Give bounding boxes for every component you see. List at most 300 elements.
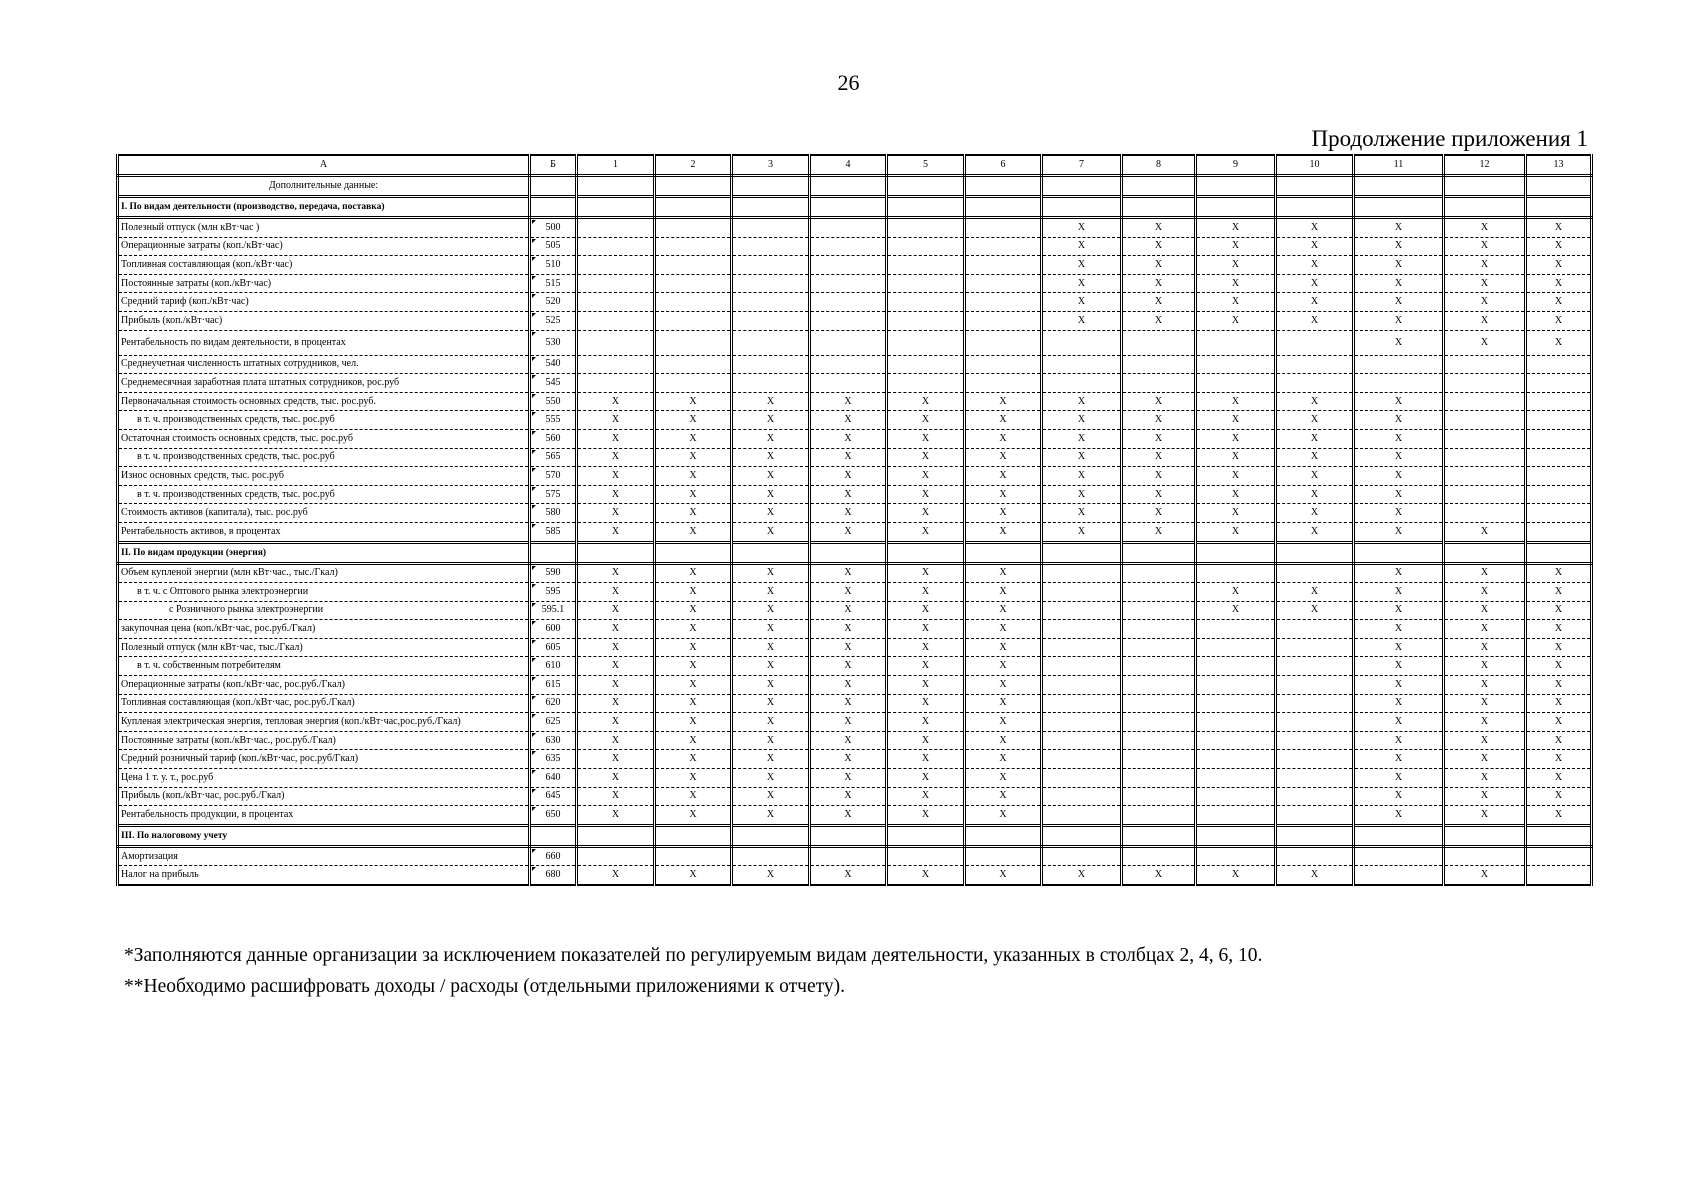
table-cell[interactable] [732,237,810,256]
table-cell[interactable] [1444,504,1526,523]
table-cell[interactable] [732,311,810,330]
table-cell[interactable]: X [1526,620,1592,639]
table-cell[interactable] [1444,825,1526,846]
table-cell[interactable]: X [732,583,810,602]
table-cell[interactable]: X [732,563,810,583]
table-cell[interactable]: X [887,448,965,467]
table-cell[interactable]: X [965,563,1042,583]
table-cell[interactable] [1122,846,1196,866]
table-cell[interactable]: X [655,411,732,430]
table-cell[interactable]: X [655,601,732,620]
table-cell[interactable]: X [1354,256,1444,275]
table-cell[interactable] [810,825,887,846]
table-cell[interactable]: X [887,563,965,583]
table-cell[interactable] [577,374,655,393]
table-cell[interactable] [1526,866,1592,885]
table-cell[interactable]: X [1354,694,1444,713]
table-cell[interactable] [1042,846,1122,866]
table-cell[interactable]: X [1042,448,1122,467]
table-cell[interactable]: X [1042,256,1122,275]
table-cell[interactable] [1276,374,1354,393]
table-cell[interactable]: X [965,429,1042,448]
table-cell[interactable] [1196,825,1276,846]
table-cell[interactable]: X [655,769,732,788]
table-cell[interactable]: X [1354,806,1444,826]
table-cell[interactable] [887,311,965,330]
table-cell[interactable]: X [1276,411,1354,430]
table-cell[interactable] [887,374,965,393]
table-cell[interactable]: X [577,411,655,430]
table-cell[interactable] [1276,638,1354,657]
table-cell[interactable] [1122,694,1196,713]
table-cell[interactable]: X [1276,218,1354,238]
table-cell[interactable]: X [965,750,1042,769]
table-cell[interactable] [1526,176,1592,197]
table-cell[interactable]: X [1444,620,1526,639]
table-cell[interactable] [887,256,965,275]
table-cell[interactable]: X [1196,866,1276,885]
table-cell[interactable] [1444,355,1526,374]
table-cell[interactable]: X [1354,787,1444,806]
table-cell[interactable]: X [1196,448,1276,467]
table-cell[interactable]: X [887,485,965,504]
table-cell[interactable]: X [1526,694,1592,713]
table-cell[interactable]: X [1196,237,1276,256]
table-cell[interactable] [732,355,810,374]
table-cell[interactable] [1196,542,1276,563]
table-cell[interactable] [1042,601,1122,620]
table-cell[interactable]: X [1276,256,1354,275]
table-cell[interactable] [1196,563,1276,583]
table-cell[interactable] [732,218,810,238]
table-cell[interactable] [810,176,887,197]
table-cell[interactable] [810,374,887,393]
table-cell[interactable]: X [810,467,887,486]
table-cell[interactable]: X [1276,601,1354,620]
table-cell[interactable] [1444,411,1526,430]
table-cell[interactable] [1444,542,1526,563]
table-cell[interactable]: X [1196,311,1276,330]
table-cell[interactable] [655,825,732,846]
table-cell[interactable]: X [732,504,810,523]
table-cell[interactable]: X [1042,522,1122,542]
table-cell[interactable]: X [1444,311,1526,330]
table-cell[interactable]: X [655,731,732,750]
table-cell[interactable] [577,825,655,846]
table-cell[interactable]: X [1354,620,1444,639]
table-cell[interactable]: X [732,638,810,657]
table-cell[interactable]: X [1526,256,1592,275]
table-cell[interactable] [965,846,1042,866]
table-cell[interactable]: X [1276,504,1354,523]
table-cell[interactable] [655,256,732,275]
table-cell[interactable] [1276,694,1354,713]
table-cell[interactable] [1196,713,1276,732]
table-cell[interactable]: X [655,448,732,467]
table-cell[interactable]: X [1526,583,1592,602]
table-cell[interactable]: X [732,866,810,885]
table-cell[interactable] [1354,846,1444,866]
table-cell[interactable]: X [1444,769,1526,788]
table-cell[interactable] [732,846,810,866]
table-cell[interactable]: X [1444,218,1526,238]
table-cell[interactable] [1196,197,1276,218]
table-cell[interactable] [810,237,887,256]
table-cell[interactable] [965,274,1042,293]
table-cell[interactable] [1042,713,1122,732]
table-cell[interactable]: X [1122,522,1196,542]
table-cell[interactable] [732,374,810,393]
table-cell[interactable] [1276,657,1354,676]
table-cell[interactable] [965,197,1042,218]
table-cell[interactable] [1122,374,1196,393]
table-cell[interactable]: X [810,713,887,732]
table-cell[interactable] [655,176,732,197]
table-cell[interactable] [887,176,965,197]
table-cell[interactable] [1122,769,1196,788]
table-cell[interactable]: X [1042,504,1122,523]
table-cell[interactable]: X [1444,583,1526,602]
table-cell[interactable]: X [810,392,887,411]
table-cell[interactable] [655,218,732,238]
table-cell[interactable]: X [810,448,887,467]
table-cell[interactable]: X [655,583,732,602]
table-cell[interactable] [1122,176,1196,197]
table-cell[interactable]: X [1122,392,1196,411]
table-cell[interactable] [1444,197,1526,218]
table-cell[interactable] [1444,176,1526,197]
table-cell[interactable]: X [965,713,1042,732]
table-cell[interactable] [1196,676,1276,695]
table-cell[interactable]: X [577,620,655,639]
table-cell[interactable]: X [1276,237,1354,256]
table-cell[interactable] [732,176,810,197]
table-cell[interactable]: X [1354,411,1444,430]
table-cell[interactable]: X [732,769,810,788]
table-cell[interactable]: X [655,806,732,826]
table-cell[interactable]: X [1444,563,1526,583]
table-cell[interactable] [577,293,655,312]
table-cell[interactable]: X [810,563,887,583]
table-cell[interactable] [655,355,732,374]
table-cell[interactable]: X [1526,563,1592,583]
table-cell[interactable] [1354,176,1444,197]
table-cell[interactable] [1042,657,1122,676]
table-cell[interactable] [1042,197,1122,218]
table-cell[interactable]: X [887,429,965,448]
table-cell[interactable]: X [577,713,655,732]
table-cell[interactable] [1526,542,1592,563]
table-cell[interactable]: X [1196,218,1276,238]
table-cell[interactable]: X [1276,392,1354,411]
table-cell[interactable]: X [887,392,965,411]
table-cell[interactable]: X [1122,485,1196,504]
table-cell[interactable]: X [1526,806,1592,826]
table-cell[interactable]: X [1122,293,1196,312]
table-cell[interactable]: X [655,713,732,732]
table-cell[interactable]: X [1444,713,1526,732]
table-cell[interactable] [1276,176,1354,197]
table-cell[interactable]: X [577,787,655,806]
table-cell[interactable] [887,237,965,256]
table-cell[interactable]: X [655,485,732,504]
table-cell[interactable]: X [655,504,732,523]
table-cell[interactable]: X [732,787,810,806]
table-cell[interactable]: X [887,713,965,732]
table-cell[interactable]: X [965,448,1042,467]
table-cell[interactable] [1122,620,1196,639]
table-cell[interactable]: X [1196,429,1276,448]
table-cell[interactable] [1042,374,1122,393]
table-cell[interactable] [965,542,1042,563]
table-cell[interactable]: X [1444,330,1526,355]
table-cell[interactable]: X [1276,274,1354,293]
table-cell[interactable] [1042,731,1122,750]
table-cell[interactable] [655,237,732,256]
table-cell[interactable]: X [1354,504,1444,523]
table-cell[interactable]: X [810,769,887,788]
table-cell[interactable]: X [1354,293,1444,312]
table-cell[interactable] [810,293,887,312]
table-cell[interactable]: X [577,638,655,657]
table-cell[interactable] [887,355,965,374]
table-cell[interactable] [577,237,655,256]
table-cell[interactable]: X [655,694,732,713]
table-cell[interactable] [1276,676,1354,695]
table-cell[interactable]: X [810,694,887,713]
table-cell[interactable]: X [1526,657,1592,676]
table-cell[interactable] [1122,731,1196,750]
table-cell[interactable]: X [577,448,655,467]
table-cell[interactable]: X [1444,806,1526,826]
table-cell[interactable] [810,274,887,293]
table-cell[interactable]: X [1526,293,1592,312]
table-cell[interactable]: X [1526,638,1592,657]
table-cell[interactable] [887,846,965,866]
table-cell[interactable]: X [1526,769,1592,788]
table-cell[interactable]: X [965,467,1042,486]
table-cell[interactable]: X [1122,411,1196,430]
table-cell[interactable] [1122,787,1196,806]
table-cell[interactable] [1042,694,1122,713]
table-cell[interactable]: X [577,392,655,411]
table-cell[interactable] [1276,713,1354,732]
table-cell[interactable]: X [887,750,965,769]
table-cell[interactable] [965,825,1042,846]
table-cell[interactable] [1196,330,1276,355]
table-cell[interactable]: X [577,522,655,542]
table-cell[interactable] [1526,392,1592,411]
table-cell[interactable] [1196,176,1276,197]
table-cell[interactable]: X [1122,218,1196,238]
table-cell[interactable]: X [732,485,810,504]
table-cell[interactable] [1196,731,1276,750]
table-cell[interactable]: X [1354,522,1444,542]
table-cell[interactable] [732,542,810,563]
table-cell[interactable] [887,330,965,355]
table-cell[interactable]: X [1196,601,1276,620]
table-cell[interactable]: X [1196,504,1276,523]
table-cell[interactable]: X [1122,311,1196,330]
table-cell[interactable] [1354,355,1444,374]
table-cell[interactable] [577,256,655,275]
table-cell[interactable] [1196,750,1276,769]
table-cell[interactable] [1042,638,1122,657]
table-cell[interactable]: X [732,429,810,448]
table-cell[interactable] [1122,806,1196,826]
table-cell[interactable]: X [965,866,1042,885]
table-cell[interactable] [1526,504,1592,523]
table-cell[interactable] [1354,542,1444,563]
table-cell[interactable]: X [732,806,810,826]
table-cell[interactable]: X [577,866,655,885]
table-cell[interactable]: X [732,694,810,713]
table-cell[interactable] [965,311,1042,330]
table-cell[interactable]: X [1196,274,1276,293]
table-cell[interactable] [887,218,965,238]
table-cell[interactable]: X [655,620,732,639]
table-cell[interactable]: X [1444,522,1526,542]
table-cell[interactable]: X [810,787,887,806]
table-cell[interactable]: X [1122,237,1196,256]
table-cell[interactable] [965,355,1042,374]
table-cell[interactable]: X [732,676,810,695]
table-cell[interactable]: X [577,485,655,504]
table-cell[interactable]: X [1196,467,1276,486]
table-cell[interactable]: X [1042,274,1122,293]
table-cell[interactable] [887,293,965,312]
table-cell[interactable] [1196,374,1276,393]
table-cell[interactable]: X [965,392,1042,411]
table-cell[interactable]: X [810,411,887,430]
table-cell[interactable]: X [1042,293,1122,312]
table-cell[interactable]: X [1354,218,1444,238]
table-cell[interactable]: X [887,638,965,657]
table-cell[interactable]: X [1276,522,1354,542]
table-cell[interactable] [1276,620,1354,639]
table-cell[interactable]: X [655,638,732,657]
table-cell[interactable] [1042,355,1122,374]
table-cell[interactable]: X [965,485,1042,504]
table-cell[interactable]: X [1042,311,1122,330]
table-cell[interactable]: X [1122,274,1196,293]
table-cell[interactable] [887,197,965,218]
table-cell[interactable]: X [732,601,810,620]
table-cell[interactable]: X [1354,731,1444,750]
table-cell[interactable]: X [655,429,732,448]
table-cell[interactable] [965,256,1042,275]
table-cell[interactable]: X [965,601,1042,620]
table-cell[interactable] [1122,825,1196,846]
table-cell[interactable]: X [1354,676,1444,695]
table-cell[interactable] [810,542,887,563]
table-cell[interactable]: X [1354,583,1444,602]
table-cell[interactable] [1122,676,1196,695]
table-cell[interactable]: X [655,563,732,583]
table-cell[interactable]: X [1196,293,1276,312]
table-cell[interactable]: X [965,638,1042,657]
table-cell[interactable] [1122,750,1196,769]
table-cell[interactable]: X [810,485,887,504]
table-cell[interactable]: X [887,731,965,750]
table-cell[interactable] [1042,750,1122,769]
table-cell[interactable] [1526,485,1592,504]
table-cell[interactable]: X [887,601,965,620]
table-cell[interactable]: X [1444,638,1526,657]
table-cell[interactable]: X [655,657,732,676]
table-cell[interactable] [965,293,1042,312]
table-cell[interactable] [1526,429,1592,448]
table-cell[interactable] [1042,542,1122,563]
table-cell[interactable] [1444,374,1526,393]
table-cell[interactable] [1526,846,1592,866]
table-cell[interactable] [577,330,655,355]
table-cell[interactable]: X [1354,563,1444,583]
table-cell[interactable]: X [1196,392,1276,411]
table-cell[interactable] [1122,638,1196,657]
table-cell[interactable]: X [1526,237,1592,256]
table-cell[interactable] [1196,846,1276,866]
table-cell[interactable]: X [1354,429,1444,448]
table-cell[interactable]: X [1444,866,1526,885]
table-cell[interactable]: X [655,467,732,486]
table-cell[interactable]: X [1526,218,1592,238]
table-cell[interactable]: X [1042,218,1122,238]
table-cell[interactable]: X [965,522,1042,542]
table-cell[interactable] [577,542,655,563]
table-cell[interactable]: X [887,694,965,713]
table-cell[interactable]: X [810,750,887,769]
table-cell[interactable]: X [810,676,887,695]
table-cell[interactable]: X [1042,237,1122,256]
table-cell[interactable]: X [1042,411,1122,430]
table-cell[interactable]: X [1444,256,1526,275]
table-cell[interactable] [1042,330,1122,355]
table-cell[interactable]: X [1276,429,1354,448]
table-cell[interactable]: X [810,638,887,657]
table-cell[interactable] [965,237,1042,256]
table-cell[interactable]: X [577,731,655,750]
table-cell[interactable] [1444,485,1526,504]
table-cell[interactable]: X [1122,256,1196,275]
table-cell[interactable]: X [1196,522,1276,542]
table-cell[interactable]: X [1444,274,1526,293]
table-cell[interactable] [1196,769,1276,788]
table-cell[interactable]: X [1042,485,1122,504]
table-cell[interactable] [1122,713,1196,732]
table-cell[interactable]: X [577,694,655,713]
table-cell[interactable]: X [887,657,965,676]
table-cell[interactable]: X [732,392,810,411]
table-cell[interactable]: X [655,392,732,411]
table-cell[interactable]: X [732,713,810,732]
table-cell[interactable]: X [887,467,965,486]
table-cell[interactable]: X [810,657,887,676]
table-cell[interactable] [1122,657,1196,676]
table-cell[interactable] [655,374,732,393]
table-cell[interactable] [1122,330,1196,355]
table-cell[interactable] [1276,197,1354,218]
table-cell[interactable]: X [1276,448,1354,467]
table-cell[interactable]: X [1354,274,1444,293]
table-cell[interactable]: X [1354,467,1444,486]
table-cell[interactable]: X [965,411,1042,430]
table-cell[interactable]: X [810,522,887,542]
table-cell[interactable]: X [810,429,887,448]
table-cell[interactable]: X [1276,485,1354,504]
table-cell[interactable] [1042,769,1122,788]
table-cell[interactable] [1042,620,1122,639]
